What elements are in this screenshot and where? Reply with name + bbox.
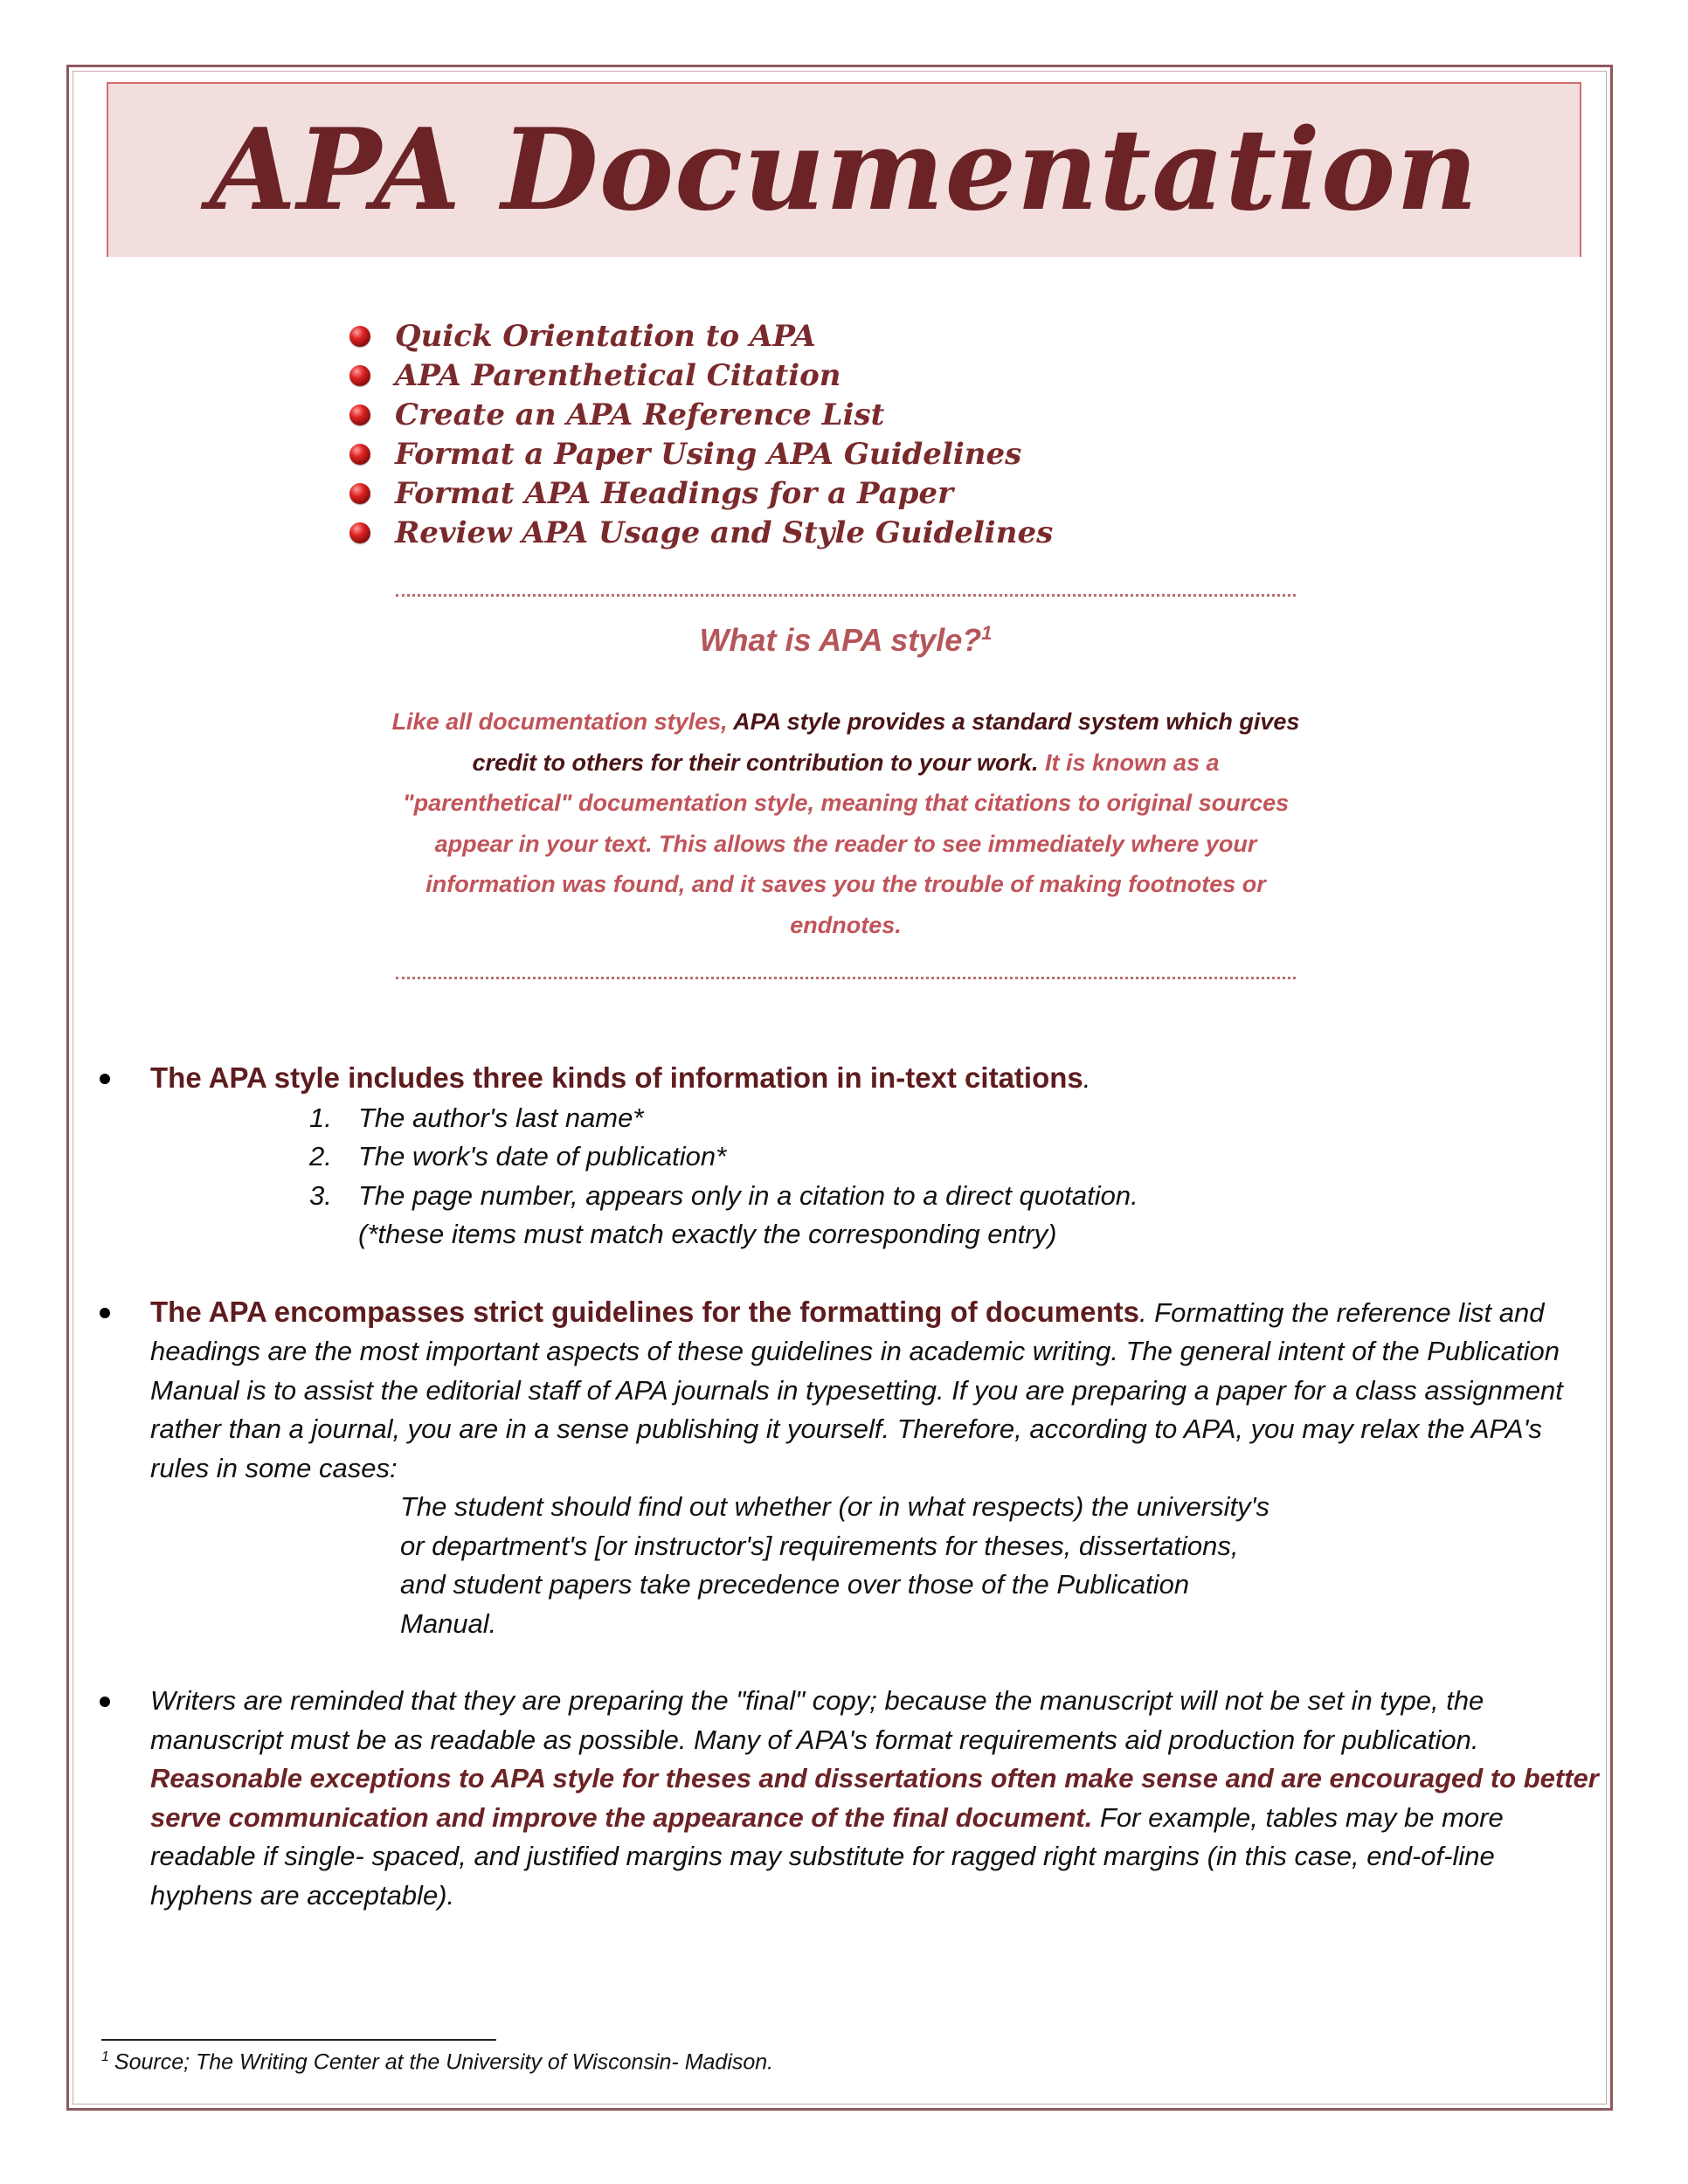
page-title: APA Documentation xyxy=(209,105,1479,236)
bullet-icon xyxy=(100,1697,110,1707)
list-item-citation-info: The APA style includes three kinds of information in in-text citations. 1. The author's last name* 2. The work's date of publication* 3. The page number, appears only in a citation to a direct quotation. (*these items must match exactly the corresponding entry) xyxy=(96,1059,1599,1254)
dotted-divider-bottom xyxy=(396,977,1296,979)
bullet-icon xyxy=(100,1308,110,1318)
citation-components-list xyxy=(150,1099,1599,1216)
red-bullet-icon xyxy=(349,483,370,504)
footnote: $^1$ Source; The Writing Center at the University of Wisconsin- Madison. xyxy=(101,2049,774,2075)
list-item: 1. The author's last name* xyxy=(309,1102,644,1133)
toc-item[interactable]: Create an APA Reference List xyxy=(349,395,1053,434)
list-item-final-copy: Writers are reminded that they are preparing the "final" copy; because the manuscript will not be set in type, the manuscript must be as readable as possible. Many of APA's format requirements aid production for publication. Reasonable exceptions to APA style for theses and dissertations often make sense and are encouraged to better serve communication and improve the appearance of the final document. For example, tables may be more readable if single- spaced, and justified margins may substitute for ragged right margins (in this case, end-of-line hyphens are acceptable). xyxy=(96,1682,1599,1915)
red-bullet-icon xyxy=(349,444,370,465)
footnote-separator xyxy=(101,2039,496,2041)
list-item: 2. The work's date of publication* xyxy=(309,1141,727,1171)
toc-item[interactable]: Format a Paper Using APA Guidelines xyxy=(349,434,1053,473)
red-bullet-icon xyxy=(349,522,370,543)
red-bullet-icon xyxy=(349,365,370,386)
callout-body: Like all documentation styles, APA style provides a standard system which gives credit to others for their contribution to your work. It is known as a "parenthetical" documentation style, meaning that citations to original sources appear in your text. This allows the reader to see immediately where your information was found, and it saves you the trouble of making footnotes or endnotes. xyxy=(391,708,1300,938)
main-bullet-list xyxy=(96,1059,1599,1915)
toc-item[interactable]: Review APA Usage and Style Guidelines xyxy=(349,513,1053,552)
table-of-contents xyxy=(349,316,1053,552)
list-item-formatting: The APA encompasses strict guidelines for the formatting of documents. Formatting the reference list and headings are the most important aspects of these guidelines in academic writing. The general intent of the Publication Manual is to assist the editorial staff of APA journals in typesetting. If you are preparing a paper for a class assignment rather than a journal, you are in a sense publishing it yourself. Therefore, according to APA, you may relax the APA's rules in some cases: The student should find out whether (or in what respects) the university's or department's [or instructor's] requirements for theses, dissertations, and student papers take precedence over those of the Publication Manual. xyxy=(96,1293,1599,1644)
citation-note: (*these items must match exactly the corresponding entry) xyxy=(358,1219,1057,1249)
toc-item[interactable]: Quick Orientation to APA xyxy=(349,316,1053,356)
dotted-divider-top xyxy=(396,594,1296,597)
footnote-ref[interactable]: 1 xyxy=(981,622,993,644)
bullet-icon xyxy=(100,1074,110,1084)
toc-item[interactable]: APA Parenthetical Citation xyxy=(349,356,1053,395)
red-bullet-icon xyxy=(349,326,370,347)
block-quote: The student should find out whether (or in what respects) the university's or department's [or instructor's] requirements for theses, dissertations, and student papers take precedence over those of the Publication Manual. xyxy=(400,1491,1269,1639)
toc-item[interactable]: Format APA Headings for a Paper xyxy=(349,473,1053,513)
red-bullet-icon xyxy=(349,404,370,425)
list-item: 3. The page number, appears only in a citation to a direct quotation. xyxy=(309,1179,1138,1211)
callout-heading: What is APA style?$^1$ xyxy=(699,622,993,658)
title-banner xyxy=(107,82,1581,257)
